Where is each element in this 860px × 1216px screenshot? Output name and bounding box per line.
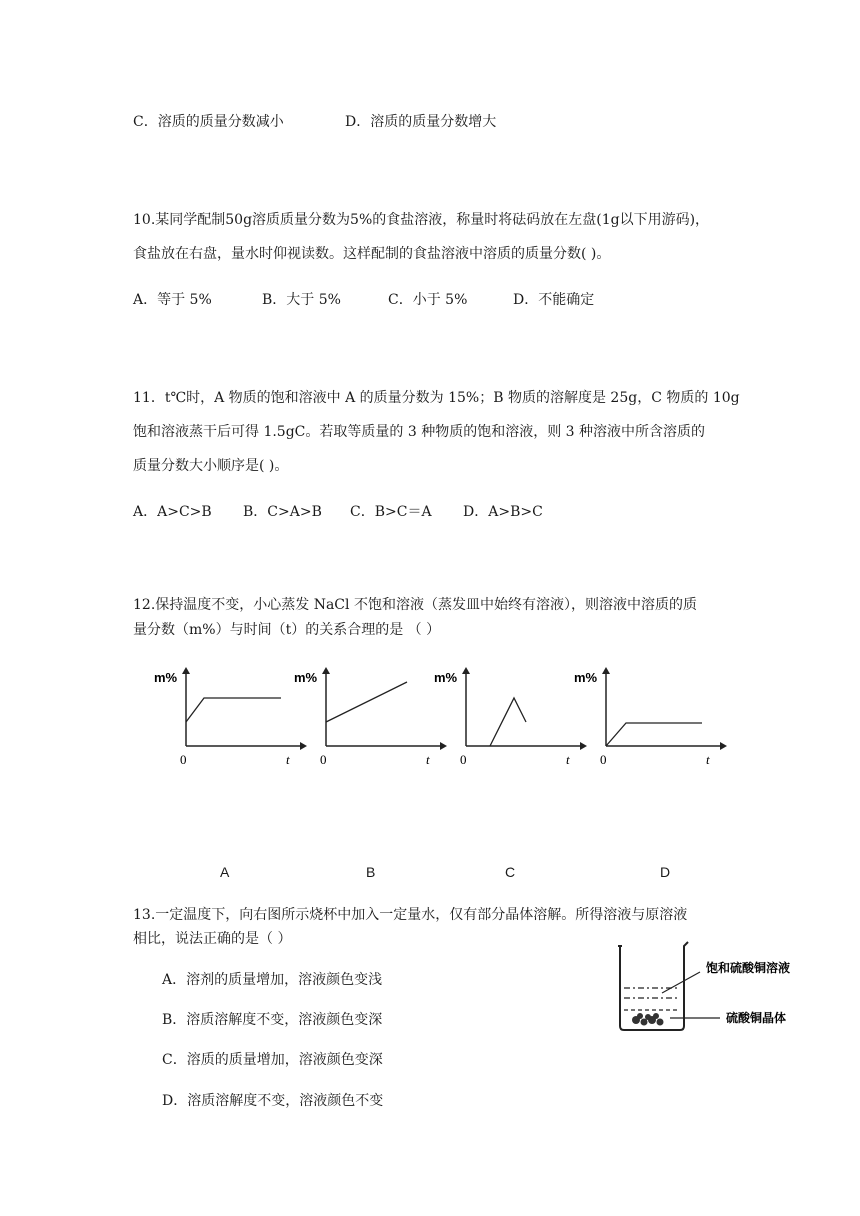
q10-stem-line2: 食盐放在右盘，量水时仰视读数。这样配制的食盐溶液中溶质的质量分数( )。 bbox=[133, 246, 611, 262]
q11-option-b: B．C>A>B bbox=[243, 504, 322, 520]
y-axis-arrow bbox=[322, 667, 330, 674]
q13-option-a: A．溶剂的质量增加，溶液颜色变浅 bbox=[162, 972, 383, 988]
q13-option-d: D．溶质溶解度不变，溶液颜色不变 bbox=[162, 1093, 384, 1109]
graph-b bbox=[290, 662, 450, 772]
q13-option-c: C．溶质的质量增加，溶液颜色变深 bbox=[162, 1052, 383, 1068]
beaker-figure bbox=[610, 938, 850, 1038]
y-axis-arrow bbox=[182, 667, 190, 674]
origin-label: 0 bbox=[600, 752, 607, 767]
graph-label-d: D bbox=[660, 864, 671, 880]
q9-option-d: D．溶质的质量分数增大 bbox=[345, 114, 497, 130]
q11-option-c: C．B>C＝A bbox=[350, 504, 432, 520]
x-axis-arrow bbox=[720, 742, 727, 750]
x-label: t bbox=[426, 752, 430, 767]
origin-label: 0 bbox=[320, 752, 327, 767]
y-axis-arrow bbox=[462, 667, 470, 674]
y-label: m% bbox=[574, 670, 598, 685]
y-label: m% bbox=[434, 670, 458, 685]
q13-stem-line2: 相比，说法正确的是（ ） bbox=[133, 931, 292, 947]
graph-d bbox=[570, 662, 730, 772]
graph-c bbox=[430, 662, 590, 772]
q10-option-a: A．等于 5% bbox=[133, 292, 212, 308]
x-label: t bbox=[286, 752, 290, 767]
curve-b bbox=[326, 682, 407, 722]
q10-option-d: D．不能确定 bbox=[513, 292, 595, 308]
y-label: m% bbox=[154, 670, 178, 685]
graph-label-a: A bbox=[220, 864, 230, 880]
x-label: t bbox=[566, 752, 570, 767]
q12-stem-line2: 量分数（m%）与时间（t）的关系合理的是 （ ） bbox=[133, 622, 441, 638]
curve-a bbox=[186, 698, 281, 722]
x-label: t bbox=[706, 752, 710, 767]
leader-line-solution bbox=[662, 972, 700, 993]
y-axis-arrow bbox=[602, 667, 610, 674]
q13-stem-line1: 13.一定温度下，向右图所示烧杯中加入一定量水，仅有部分晶体溶解。所得溶液与原溶液 bbox=[133, 907, 688, 923]
y-label: m% bbox=[294, 670, 318, 685]
beaker-label-crystal: 硫酸铜晶体 bbox=[726, 1011, 787, 1025]
q11-stem-line1: 11．t℃时，A 物质的饱和溶液中 A 的质量分数为 15%；B 物质的溶解度是 25g，C 物质的 10g bbox=[133, 390, 740, 406]
origin-label: 0 bbox=[460, 752, 467, 767]
q12-stem-line1: 12.保持温度不变，小心蒸发 NaCl 不饱和溶液（蒸发皿中始终有溶液），则溶液中溶质的质 bbox=[133, 597, 697, 613]
graph-label-c: C bbox=[505, 864, 516, 880]
beaker-label-solution: 饱和硫酸铜溶液 bbox=[706, 961, 791, 975]
q13-option-b: B．溶质溶解度不变，溶液颜色变深 bbox=[162, 1012, 383, 1028]
q9-option-c: C．溶质的质量分数减小 bbox=[133, 114, 284, 130]
q10-option-b: B．大于 5% bbox=[262, 292, 341, 308]
crystal-particles bbox=[632, 1013, 664, 1026]
q11-option-a: A．A>C>B bbox=[133, 504, 212, 520]
origin-label: 0 bbox=[180, 752, 187, 767]
q11-stem-line2: 饱和溶液蒸干后可得 1.5gC。若取等质量的 3 种物质的饱和溶液，则 3 种溶液中所含溶质的 bbox=[133, 424, 706, 440]
q11-stem-line3: 质量分数大小顺序是( )。 bbox=[133, 458, 289, 474]
q11-option-d: D．A>B>C bbox=[463, 504, 543, 520]
q10-stem-line1: 10.某同学配制50g溶质质量分数为5%的食盐溶液，称量时将砝码放在左盘(1g以下用游码)， bbox=[133, 212, 710, 228]
curve-d bbox=[606, 723, 702, 746]
q10-option-c: C．小于 5% bbox=[388, 292, 468, 308]
graph-label-b: B bbox=[366, 864, 376, 880]
graph-a bbox=[150, 662, 310, 772]
curve-c bbox=[490, 698, 526, 746]
